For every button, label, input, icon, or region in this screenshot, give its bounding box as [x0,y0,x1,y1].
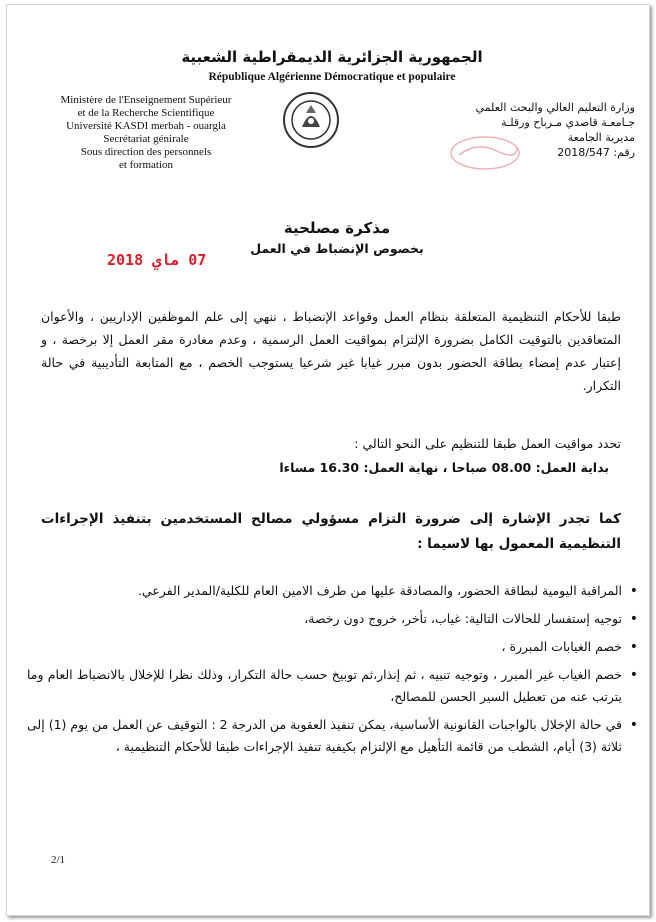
republic-title-fr: République Algérienne Démocratique et populaire [208,71,456,83]
directorate-line-ar: مديرية الجامعة [567,131,635,144]
procedures-list [27,580,640,764]
list-item: • خصم الغياب غير المبرر ، وتوجيه تنبيه ، ثم إنذار،ثم توبيخ حسب حالة التكرار، وذلك نظرا للإخلال بالانضباط العام وما يترتب عنه من تعطيل السير الحسن للمصالح، [27,664,622,708]
list-item: • خصم الغيابات المبررة ، [27,636,622,658]
document-page [6,4,650,916]
reminder-paragraph: كما تجدر الإشارة إلى ضرورة التزام مسؤولي مصالح المستخدمين بتنفيذ الإجراءات التنظيمية المعمول بها لاسيما : [41,511,621,552]
intro-paragraph: طبقا للأحكام التنظيمية المتعلقة بنظام العمل وقواعد الإنضباط ، ننهي إلى علم الموظفين الإداريين ، والأعوان المتعاقدين بالتوقيت الكامل بضرورة الإلتزام بمواقيت العمل الرسمية ، وعدم مغادرة مقر العمل إلا برخصة ، و إعتبار عدم إمضاء بطاقة الحضور بدون مبرر غيابا غير شرعيا يستوجب الخصم ، مع المتابعة التأديبية في حالة التكرار. [41,309,621,393]
subdirection-line: et formation [118,159,174,171]
university-line: Université KASDI merbah - ouargla [66,120,226,132]
reference-number: رقم: 2018/547 [557,146,635,159]
university-line-ar: جـامعـة قاصدي مـرباح ورقلـة [501,116,635,129]
memo-title: مذكرة مصلحية [283,219,391,237]
date-stamp: 07 ماي 2018 [107,251,207,269]
list-item: • توجيه إستفسار للحالات التالية: غياب، تأخر، خروج دون رخصة، [27,608,622,630]
republic-title-ar: الجمهورية الجزائرية الديمقراطية الشعبية [181,48,483,66]
hours-intro: تحدد مواقيت العمل طبقا للتنظيم على النحو التالي : [354,436,621,451]
ministry-line: Ministère de l'Enseignement Supérieur [60,94,232,106]
subdirection-line: Sous direction des personnels [80,146,212,158]
ministry-line: et de la Recherche Scientifique [77,107,215,119]
secretariat-line: Secrétariat génirale [103,133,189,145]
list-item: • المراقبة اليومية لبطاقة الحضور، والمصادقة عليها من طرف الامين العام للكلية/المدير الفرعي. [27,580,622,602]
ministry-line-ar: وزارة التعليم العالي والبحث العلمي [475,101,635,114]
list-item: • في حالة الإخلال بالواجبات القانونية الأساسية، يمكن تنفيذ العقوبة من الدرجة 2 : التوقيف عن العمل من يوم (1) إلى ثلاثة (3) أيام، الشطب من قائمة التأهيل مع الإلتزام بكيفية تنفيذ الإجراءات طبقا للأحكام التنظيمية ، [27,714,622,758]
work-hours: بداية العمل: 08.00 صباحا ، نهاية العمل: 16.30 مساءا [279,460,609,475]
ministry-block-fr [31,94,261,172]
page-number: 2/1 [51,854,66,866]
red-stamp-icon [447,133,522,173]
university-logo-icon [282,91,340,149]
memo-subject: بخصوص الإنضباط في العمل [250,241,424,256]
